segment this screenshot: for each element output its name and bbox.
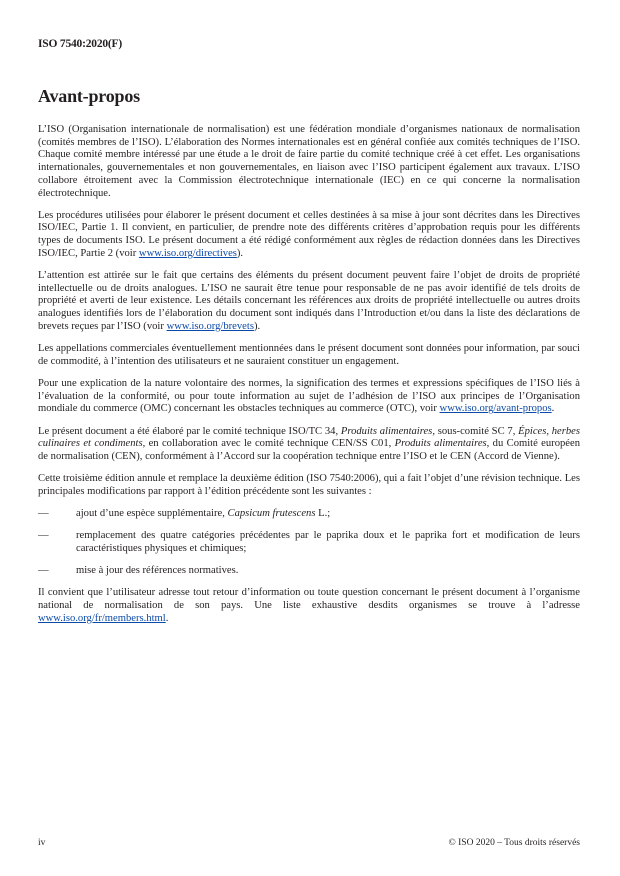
paragraph-voluntary-nature bbox=[38, 378, 580, 416]
paragraph-iso-intro: L’ISO (Organisation internationale de normalisation) est une fédération mondiale d’organismes nationaux de normalisation (comités membres de l’ISO). L’élaboration des Normes internationales est en général confiée aux comités techniques de l’ISO. Chaque comité membre intéressé par une étude a le droit de faire partie du comité technique créé à cet effet. Les organisations internationales, gouvernementales et non gouvernementales, en liaison avec l’ISO participent également aux travaux. L’ISO collabore étroitement avec la Commission électrotechnique internationale (IEC) en ce qui concerne la normalisation électrotechnique. bbox=[38, 124, 580, 199]
dash-bullet: — bbox=[38, 508, 49, 520]
subcommittee-title: Épices, herbes culinaires et condiments bbox=[38, 425, 581, 450]
list-item-text: mise à jour des références normatives. bbox=[76, 565, 239, 577]
paragraph-trade-names: Les appellations commerciales éventuellement mentionnées dans le présent document sont données pour information, par souci de commodité, à l’intention des utilisateurs et ne sauraient constituer un engagement. bbox=[38, 343, 580, 367]
paragraph-edition: Cette troisième édition annule et remplace la deuxième édition (ISO 7540:2006), qui a fait l’objet d’une révision technique. Les principales modifications par rapport à l’édition précédente sont les suivantes : bbox=[38, 473, 580, 497]
list-item-text: remplacement des quatre catégories précédentes par le paprika doux et le paprika fort et modification de leurs caractéristiques physiques et chimiques; bbox=[76, 530, 580, 554]
patents-link[interactable]: www.iso.org/brevets bbox=[166, 320, 254, 332]
paragraph-feedback bbox=[38, 587, 580, 625]
paragraph-text: ). bbox=[253, 320, 261, 332]
list-item-text: L.; bbox=[315, 508, 331, 520]
paragraph-text: Les procédures utilisées pour élaborer le présent document et celles destinées à sa mise à jour sont décrites dans les Directives ISO/IEC, Partie 1. Il convient, en particulier, de prendre note des différents critères d’approbation requis pour les différents types de documents ISO. Le présent document a été rédigé conformément aux règles de rédaction données dans les Directives ISO/IEC, Partie 2 (voir bbox=[38, 209, 580, 259]
list-item-text: ajout d’une espèce supplémentaire, bbox=[76, 508, 228, 520]
paragraph-text: L’attention est attirée sur le fait que certains des éléments du présent document peuvent faire l’objet de droits de propriété intellectuelle ou de droits analogues. L’ISO ne saurait être tenue pour responsable de ne pas avoir identifié de tels droits de propriété et averti de leur existence. Les détails concernant les références aux droits de propriété intellectuelle ou autres droits analogues identifiés lors de l’élaboration du document sont indiqués dans l’Introduction et/ou dans la liste des déclarations de brevets reçues par l’ISO (voir bbox=[38, 270, 580, 332]
paragraph-text: . bbox=[165, 612, 169, 624]
species-name: Capsicum frutescens bbox=[227, 508, 316, 520]
list-item bbox=[38, 565, 580, 578]
list-item bbox=[38, 530, 580, 555]
paragraph-committee bbox=[38, 426, 580, 464]
committee-title: Produits alimentaires bbox=[340, 425, 433, 437]
members-link[interactable]: www.iso.org/fr/members.html bbox=[38, 612, 166, 624]
foreword-body bbox=[38, 124, 580, 635]
dash-bullet: — bbox=[38, 565, 49, 577]
cen-committee-title: Produits alimentaires bbox=[394, 438, 487, 450]
directives-link[interactable]: www.iso.org/directives bbox=[138, 247, 237, 259]
paragraph-text: , en collaboration avec le comité technique CEN/SS C01, bbox=[142, 438, 395, 450]
paragraph-patents bbox=[38, 270, 580, 334]
foreword-link[interactable]: www.iso.org/avant-propos bbox=[439, 403, 552, 415]
list-item bbox=[38, 508, 580, 521]
page-title: Avant-propos bbox=[38, 86, 140, 106]
paragraph-text: Le présent document a été élaboré par le comité technique ISO/TC 34, bbox=[38, 425, 341, 437]
paragraph-text: Pour une explication de la nature volontaire des normes, la signification des termes et expressions spécifiques de l’ISO liés à l’évaluation de la conformité, ou pour toute information au sujet de l’adhésion de l’ISO aux principes de l’Organisation mondiale du commerce (OMC) concernant les obstacles techniques au commerce (OTC), voir bbox=[38, 377, 580, 415]
paragraph-procedures bbox=[38, 210, 580, 261]
document-id: ISO 7540:2020(F) bbox=[38, 38, 123, 50]
paragraph-text: ). bbox=[236, 247, 244, 259]
paragraph-text: , sous-comité SC 7, bbox=[432, 425, 519, 437]
page-number: iv bbox=[38, 838, 46, 848]
copyright-notice: © ISO 2020 – Tous droits réservés bbox=[448, 838, 580, 848]
paragraph-text: Il convient que l’utilisateur adresse tout retour d’information ou toute question concernant le présent document à l’organisme national de normalisation de son pays. Une liste exhaustive desdits organismes se trouve à l’adresse bbox=[38, 587, 580, 612]
changes-list bbox=[38, 508, 580, 578]
paragraph-text: , du Comité européen de normalisation (CEN), conformément à l’Accord sur la coopération technique entre l’ISO et le CEN (Accord de Vienne). bbox=[38, 438, 581, 462]
dash-bullet: — bbox=[38, 530, 49, 542]
paragraph-text: . bbox=[551, 403, 555, 415]
